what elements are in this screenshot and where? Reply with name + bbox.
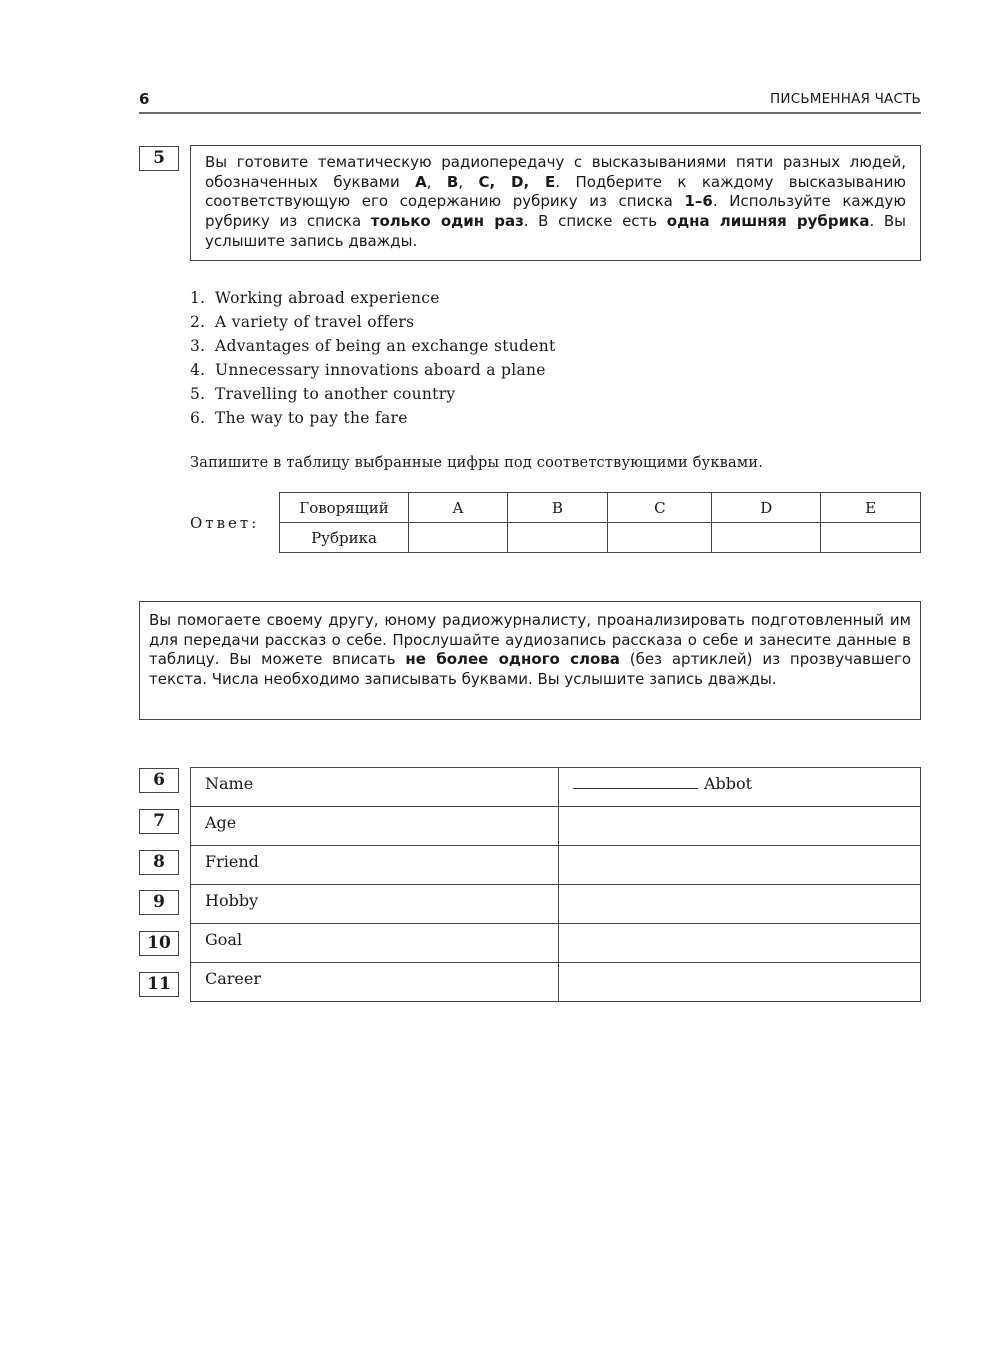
answer-cell-a[interactable]	[409, 523, 508, 553]
row-label: Goal	[191, 924, 559, 963]
answer-cell[interactable]	[559, 963, 921, 1002]
row-label: Name	[191, 768, 559, 807]
row-label: Age	[191, 807, 559, 846]
task-5-instructions	[190, 145, 921, 261]
instruction-emphasis: одна лишняя рубрика	[666, 212, 870, 231]
instruction-text: Вы помогаете своему другу, юному радиожурналисту, проанализировать подготовленный им для передачи рассказ о себе. Прослушайте аудиозапись рассказа о себе и занесите данные в таблицу. Вы можете вписать	[149, 611, 911, 669]
speaker-header: Говорящий	[280, 493, 409, 523]
page-number: 6	[139, 90, 150, 108]
info-table	[190, 767, 921, 1002]
option-number: 6.	[190, 409, 206, 427]
instruction-text: . Используйте каждую рубрику из списка	[205, 192, 906, 231]
instruction-text: . В списке есть	[523, 212, 667, 231]
task-number-6: 6	[139, 768, 179, 793]
speaker-row	[280, 493, 921, 523]
row-label: Friend	[191, 846, 559, 885]
letter-e: E	[821, 493, 921, 523]
option-number: 5.	[190, 385, 206, 403]
instruction-emphasis: 1–6	[684, 192, 713, 211]
answer-cell-d[interactable]	[712, 523, 821, 553]
answer-cell[interactable]	[559, 885, 921, 924]
answer-cell[interactable]	[559, 768, 921, 807]
instruction-emphasis: только один раз	[370, 212, 524, 231]
option-text: Unnecessary innovations aboard a plane	[215, 361, 546, 379]
task-number-11: 11	[139, 972, 179, 997]
table-row	[191, 963, 921, 1002]
row-label: Hobby	[191, 885, 559, 924]
write-instruction: Запишите в таблицу выбранные цифры под соответствующими буквами.	[190, 455, 764, 471]
table-row	[191, 807, 921, 846]
letter-c: C	[608, 493, 712, 523]
answer-cell-c[interactable]	[608, 523, 712, 553]
instruction-emphasis: не более одного слова	[405, 650, 620, 669]
option-text: Working abroad experience	[215, 289, 440, 307]
row-label: Career	[191, 963, 559, 1002]
option-number: 2.	[190, 313, 206, 331]
option-number: 4.	[190, 361, 206, 379]
instruction-text: . Подберите к каждому высказыванию соответствующую его содержанию рубрику из списка	[205, 172, 906, 211]
answer-cell[interactable]	[559, 807, 921, 846]
table-row	[191, 846, 921, 885]
instruction-emphasis: A	[415, 172, 427, 191]
answer-cell-b[interactable]	[507, 523, 607, 553]
table-row	[191, 924, 921, 963]
instruction-emphasis: C, D, E	[478, 172, 556, 191]
answer-table	[279, 492, 921, 553]
rubric-row	[280, 523, 921, 553]
answer-cell-e[interactable]	[821, 523, 921, 553]
option-item	[190, 358, 556, 382]
option-text: Advantages of being an exchange student	[215, 337, 556, 355]
option-text: A variety of travel offers	[215, 313, 415, 331]
options-list	[190, 286, 556, 430]
answer-value: Abbot	[704, 774, 753, 793]
option-text: Travelling to another country	[215, 385, 456, 403]
option-number: 3.	[190, 337, 206, 355]
task-number-7: 7	[139, 809, 179, 834]
rubric-header: Рубрика	[280, 523, 409, 553]
table-row	[191, 885, 921, 924]
option-item	[190, 406, 556, 430]
task-number-5: 5	[139, 146, 179, 171]
task-number-9: 9	[139, 890, 179, 915]
instruction-text: . Вы услышите запись дважды.	[205, 212, 906, 250]
answer-label: Ответ:	[190, 514, 260, 532]
option-item	[190, 382, 556, 406]
instruction-text: Вы готовите тематическую радиопередачу с высказываниями пяти разных людей, обозначенных буквами	[205, 153, 906, 191]
answer-cell[interactable]	[559, 924, 921, 963]
option-text: The way to pay the fare	[215, 409, 408, 427]
section-title: ПИСЬМЕННАЯ ЧАСТЬ	[770, 91, 921, 107]
task-number-8: 8	[139, 850, 179, 875]
page-header	[139, 88, 921, 114]
instruction-emphasis: B	[446, 172, 459, 191]
letter-d: D	[712, 493, 821, 523]
option-number: 1.	[190, 289, 206, 307]
answer-blank[interactable]	[573, 774, 698, 789]
letter-b: B	[507, 493, 607, 523]
instruction-text: ,	[458, 172, 479, 191]
option-item	[190, 286, 556, 310]
table-row	[191, 768, 921, 807]
task-number-10: 10	[139, 931, 179, 956]
instruction-text: (без артиклей) из прозвучавшего текста. Числа необходимо записывать буквами. Вы услышите запись дважды.	[149, 650, 911, 689]
task-6-11-instructions	[139, 601, 921, 720]
answer-cell[interactable]	[559, 846, 921, 885]
option-item	[190, 334, 556, 358]
letter-a: A	[409, 493, 508, 523]
instruction-text: ,	[426, 172, 447, 191]
option-item	[190, 310, 556, 334]
